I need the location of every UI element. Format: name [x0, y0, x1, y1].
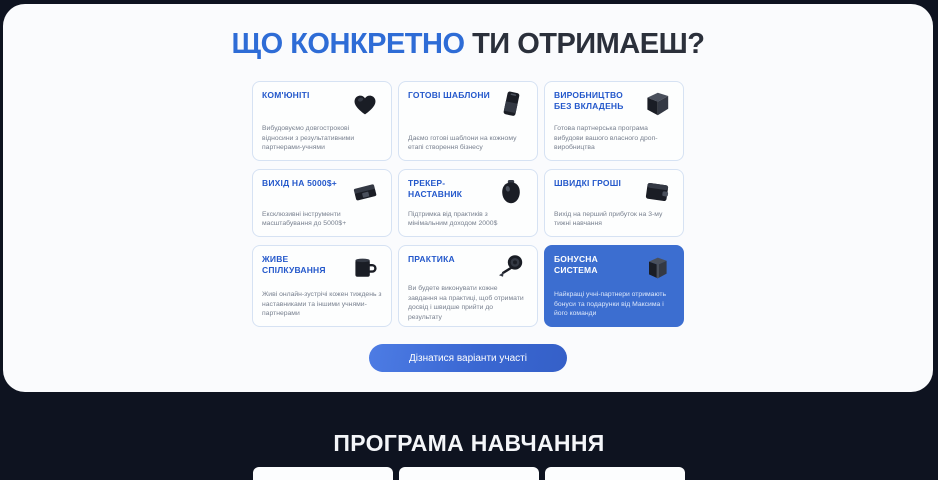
dart-target-icon	[494, 252, 528, 284]
benefits-cards-grid	[252, 81, 684, 327]
benefit-card-practice	[398, 245, 538, 327]
card-title: ВИРОБНИЦТВО БЕЗ ВКЛАДЕНЬ	[554, 90, 624, 111]
card-desc: Готова партнерська програма вибудови вашого власного дроп-виробництва	[554, 125, 658, 152]
participation-options-button[interactable]: Дізнатися варіанти участі	[369, 344, 567, 372]
benefit-card-community	[252, 81, 392, 161]
card-desc: Живі онлайн-зустрічі кожен тиждень з наставниками та іншими учнями-партнерами	[262, 291, 382, 318]
card-desc: Підтримка від практиків з мінімальним доходом 2000$	[408, 210, 498, 228]
card-title: ШВИДКІ ГРОШІ	[554, 178, 622, 188]
program-card	[253, 467, 393, 480]
benefit-card-mentor	[398, 169, 538, 237]
program-card	[545, 467, 685, 480]
mug-icon	[348, 252, 382, 284]
card-title: ГОТОВІ ШАБЛОНИ	[408, 90, 490, 100]
card-desc: Вихід на перший прибуток на 3-му тижні навчання	[554, 210, 663, 228]
card-title: БОНУСНА СИСТЕМА	[554, 254, 598, 275]
program-card	[399, 467, 539, 480]
card-title: ТРЕКЕР-НАСТАВНИК	[408, 178, 463, 199]
benefits-heading-rest: ТИ ОТРИМАЕШ?	[464, 28, 705, 60]
benefit-card-production	[544, 81, 684, 161]
card-desc: Вибудовуємо довгострокові відносини з результативними партнерами-учнями	[262, 125, 355, 152]
speed-bag-icon	[494, 176, 528, 208]
heart-icon	[348, 88, 382, 120]
benefit-card-fast-money	[544, 169, 684, 237]
benefits-heading-accent: ЩО КОНКРЕТНО	[231, 28, 465, 60]
templates-icon	[494, 88, 528, 120]
card-title: КОМ'ЮНІТІ	[262, 90, 310, 100]
card-desc: Ви будете виконувати кожне завдання на практиці, щоб отримати досвід і швидше прийти до результату	[408, 285, 524, 321]
cash-stack-icon	[348, 176, 382, 208]
gift-box-icon	[640, 252, 674, 284]
card-desc: Ексклюзивні інструменти масштабування до 5000$+	[262, 210, 347, 228]
production-box-icon	[640, 88, 674, 120]
benefits-section-panel	[3, 4, 933, 392]
card-title: ЖИВЕ СПІЛКУВАННЯ	[262, 254, 326, 275]
card-title: ВИХІД НА 5000$+	[262, 178, 337, 188]
program-cards-row	[253, 467, 685, 480]
benefit-card-live-communication	[252, 245, 392, 327]
program-section-heading: ПРОГРАМА НАВЧАННЯ	[333, 430, 605, 456]
wallet-icon	[640, 176, 674, 208]
benefit-card-templates	[398, 81, 538, 161]
card-desc: Даємо готові шаблони на кожному етапі створення бізнесу	[408, 134, 517, 152]
benefit-card-bonus-system	[544, 245, 684, 327]
benefits-heading	[232, 28, 705, 61]
card-desc: Найкращі учні-партнери отримають бонуси та подарунки від Максима і його команди	[554, 291, 667, 318]
benefit-card-scaling	[252, 169, 392, 237]
card-title: ПРАКТИКА	[408, 254, 455, 264]
